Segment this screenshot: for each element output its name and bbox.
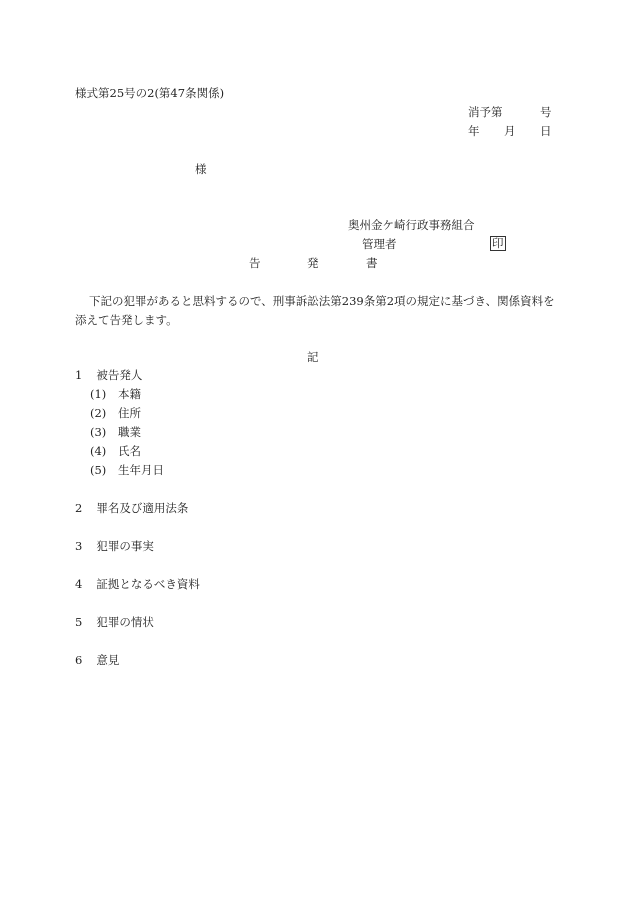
subitem-label: 本籍 [118, 387, 141, 401]
subitem-5 [90, 463, 164, 477]
item-number: 5 [75, 615, 83, 629]
subitem-label: 氏名 [118, 444, 141, 458]
subitem-label: 生年月日 [118, 463, 164, 477]
subitem-label: 住所 [118, 406, 141, 420]
body-paragraph: 下記の犯罪があると思料するので、刑事訴訟法第239条第2項の規定に基づき、関係資料を添えて告発します。 [75, 294, 555, 327]
subitem-number: (2) [90, 406, 107, 420]
item-number: 1 [75, 368, 83, 382]
subitem-label: 職業 [118, 425, 141, 439]
ki-heading: 記 [307, 350, 319, 364]
item-label: 証拠となるべき資料 [96, 577, 200, 591]
item-label: 犯罪の事実 [96, 539, 154, 553]
item-5 [75, 615, 154, 629]
subitem-3 [90, 425, 141, 439]
item-label: 意見 [96, 653, 120, 667]
item-number: 6 [75, 653, 83, 667]
date-year: 年 [468, 124, 480, 138]
seal-mark [490, 236, 506, 251]
item-6 [75, 653, 119, 667]
reference-suffix: 号 [540, 105, 552, 119]
subitem-number: (1) [90, 387, 107, 401]
date-month: 月 [504, 124, 516, 138]
item-4 [75, 577, 200, 591]
doc-title-char-3: 書 [366, 256, 378, 270]
doc-title-char-2: 発 [307, 256, 319, 270]
item-label: 被告発人 [96, 368, 143, 382]
date-day: 日 [540, 124, 552, 138]
item-label: 犯罪の情状 [96, 615, 154, 629]
subitem-number: (4) [90, 444, 107, 458]
addressee-honorific: 様 [195, 162, 207, 176]
seal-label: 印 [492, 236, 504, 250]
item-2 [75, 501, 188, 515]
subitem-2 [90, 406, 141, 420]
item-number: 2 [75, 501, 83, 515]
sender-organization: 奥州金ケ崎行政事務組合 [348, 218, 475, 232]
item-1 [75, 368, 142, 382]
item-number: 4 [75, 577, 83, 591]
subitem-number: (5) [90, 463, 107, 477]
doc-title-char-1: 告 [249, 256, 261, 270]
item-label: 罪名及び適用法条 [96, 501, 189, 515]
subitem-1 [90, 387, 141, 401]
item-number: 3 [75, 539, 83, 553]
subitem-4 [90, 444, 141, 458]
sender-title: 管理者 [362, 237, 397, 251]
reference-prefix: 消予第 [468, 105, 503, 119]
subitem-number: (3) [90, 425, 107, 439]
form-number: 様式第25号の2(第47条関係) [75, 86, 225, 100]
item-3 [75, 539, 154, 553]
